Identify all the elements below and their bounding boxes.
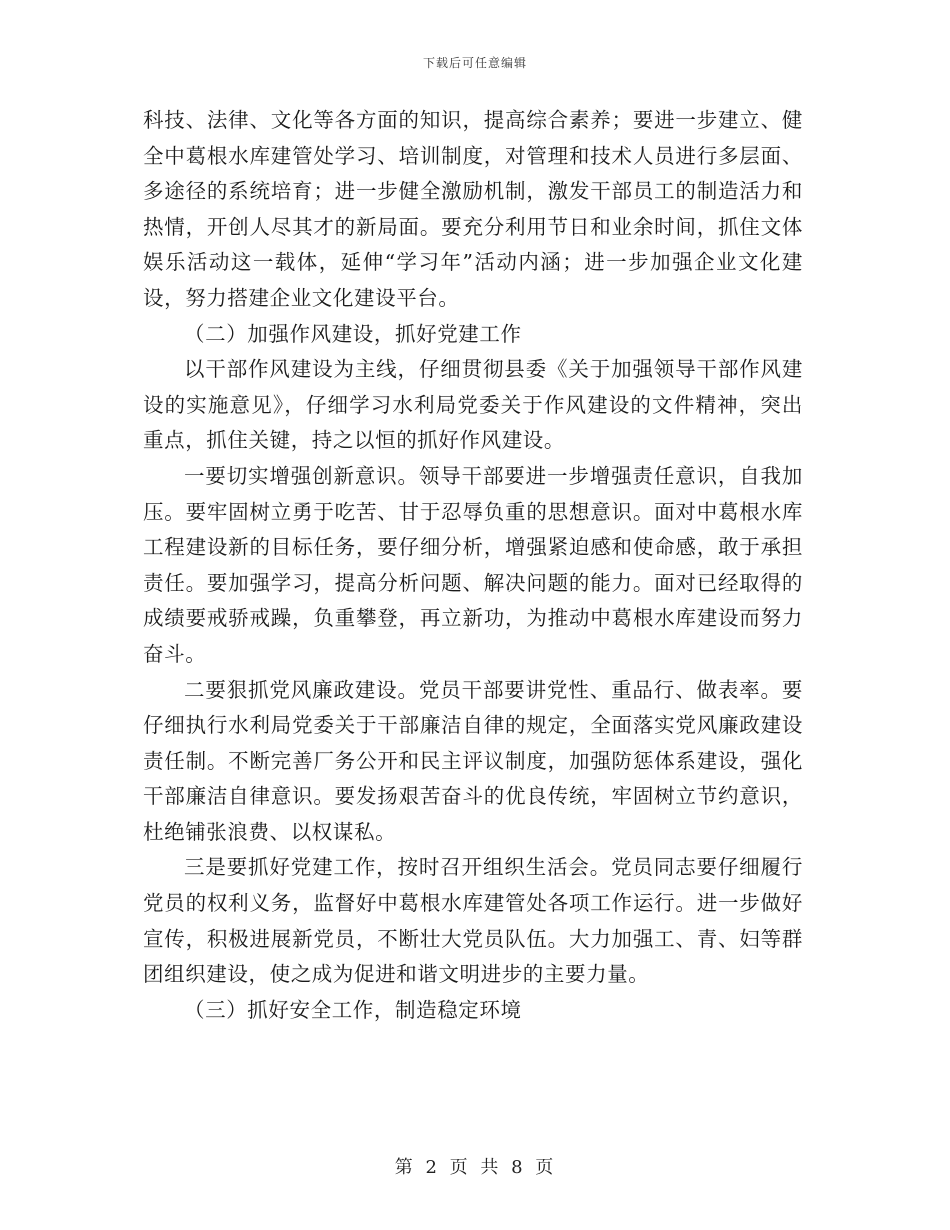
page-number: 第 2 页 共 8 页: [394, 1157, 556, 1178]
section-heading-2: （二）加强作风建设，抓好党建工作: [184, 321, 522, 346]
paragraph-continuation: 科技、法律、文化等各方面的知识，提高综合素养；要进一步建立、健全中葛根水库建管处学习、培训制度，对管理和技术人员进行多层面、多途径的系统培育；进一步健全激励机制，激发干部员工的制造活力和热情，开创人尽其才的新局面。要充分利用节日和业余时间，抓住文体娱乐活动这一载体，延伸“学习年”活动内涵；进一步加强企业文化建设，努力搭建企业文化建设平台。: [143, 108, 803, 310]
document-body: [143, 103, 803, 1028]
section-heading-3: （三）抓好安全工作，制造稳定环境: [184, 997, 522, 1022]
paragraph: 一要切实增强创新意识。领导干部要进一步增强责任意识，自我加压。要牢固树立勇于吃苦、甘于忍辱负重的思想意识。面对中葛根水库工程建设新的目标任务，要仔细分析，增强紧迫感和使命感，敢于承担责任。要加强学习，提高分析问题、解决问题的能力。面对已经取得的成绩要戒骄戒躁，负重攀登，再立新功，为推动中葛根水库建设而努力奋斗。: [143, 463, 803, 666]
paragraph: 二要狠抓党风廉政建设。党员干部要讲党性、重品行、做表率。要仔细执行水利局党委关于干部廉洁自律的规定，全面落实党风廉政建设责任制。不断完善厂务公开和民主评议制度，加强防惩体系建设，强化干部廉洁自律意识。要发扬艰苦奋斗的优良传统，牢固树立节约意识，杜绝铺张浪费、以权谋私。: [143, 677, 803, 844]
paragraph: 以干部作风建设为主线，仔细贯彻县委《关于加强领导干部作风建设的实施意见》，仔细学习水利局党委关于作风建设的文件精神，突出重点，抓住关键，持之以恒的抓好作风建设。: [143, 357, 803, 453]
header-note: 下载后可任意编辑: [422, 56, 527, 70]
paragraph: 三是要抓好党建工作，按时召开组织生活会。党员同志要仔细履行党员的权利义务，监督好中葛根水库建管处各项工作运行。进一步做好宣传，积极进展新党员，不断壮大党员队伍。大力加强工、青、妇等群团组织建设，使之成为促进和谐文明进步的主要力量。: [143, 855, 803, 987]
